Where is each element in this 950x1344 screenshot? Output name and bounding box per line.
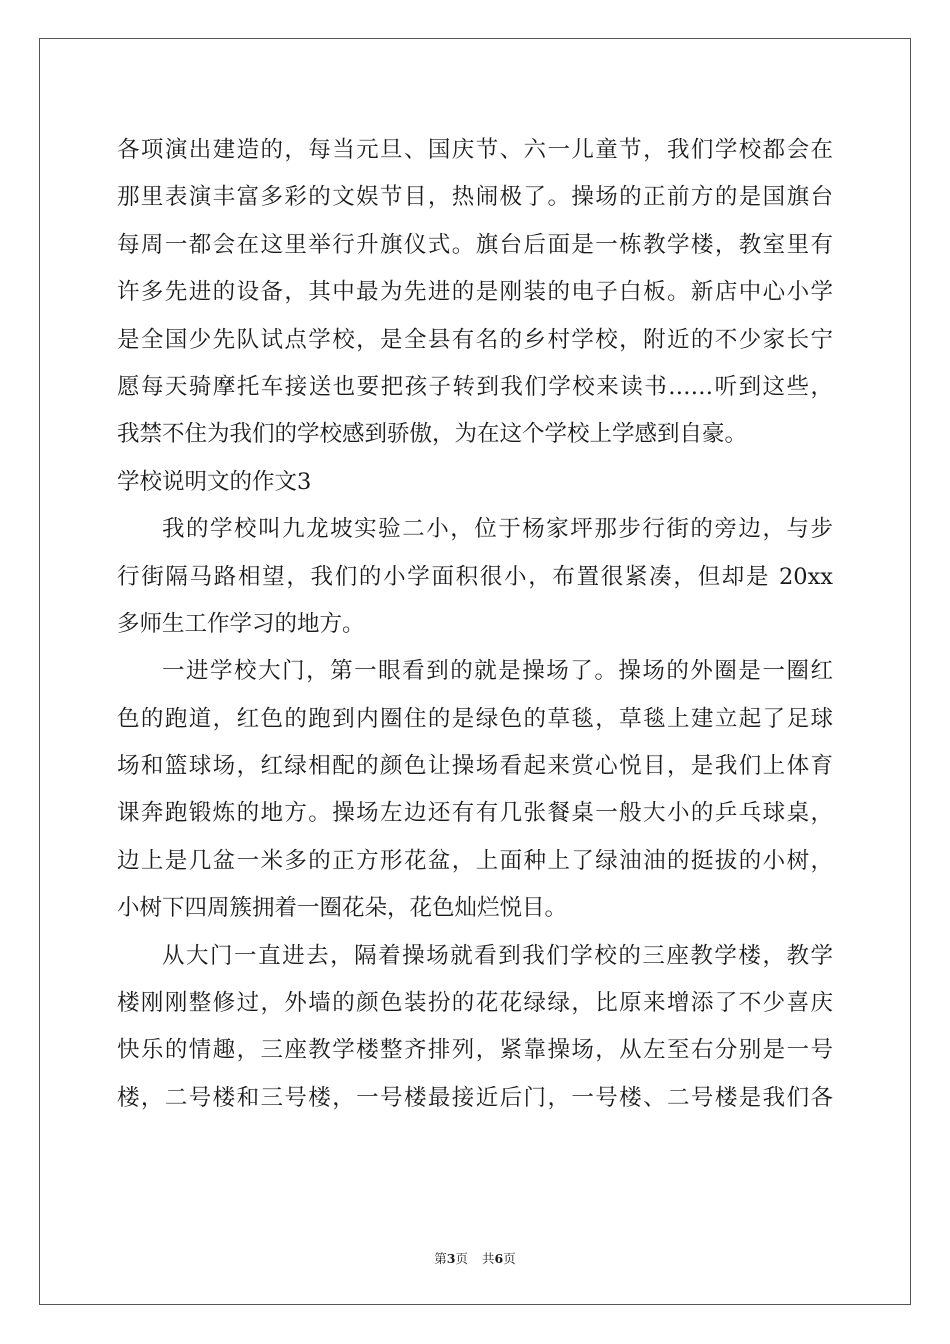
text-line: 小树下四周簇拥着一圈花朵，花色灿烂悦目。 <box>117 895 568 922</box>
text-line: 我禁不住为我们的学校感到骄傲，为在这个学校上学感到自豪。 <box>117 421 748 448</box>
text-line: 快乐的情趣，三座教学楼整齐排列，紧靠操场，从左至右分别是一号 <box>117 1037 833 1064</box>
text-line: 多师生工作学习的地方。 <box>117 610 365 637</box>
text-line: 许多先进的设备，其中最为先进的是刚装的电子白板。新店中心小学 <box>117 279 833 306</box>
page-number: 3 <box>446 1251 456 1266</box>
text-line: 每周一都会在这里举行升旗仪式。旗台后面是一栋教学楼，教室里有 <box>117 231 833 258</box>
text-line: 是全国少先队试点学校，是全县有名的乡村学校，附近的不少家长宁 <box>117 326 833 353</box>
total-prefix: 共 <box>482 1251 495 1266</box>
page-suffix: 页 <box>455 1251 468 1266</box>
text-line: 边上是几盆一米多的正方形花盆，上面种上了绿油油的挺拔的小树， <box>117 847 833 874</box>
text-line: 我的学校叫九龙坡实验二小，位于杨家坪那步行街的旁边，与步 <box>162 516 833 543</box>
text-line: 楼，二号楼和三号楼，一号楼最接近后门，一号楼、二号楼是我们各 <box>117 1084 833 1111</box>
text-line: 场和篮球场，红绿相配的颜色让操场看起来赏心悦目，是我们上体育 <box>117 753 833 780</box>
text-line: 那里表演丰富多彩的文娱节目，热闹极了。操场的正前方的是国旗台 <box>117 184 833 211</box>
section-title: 学校说明文的作文3 <box>117 468 312 495</box>
text-line: 各项演出建造的，每当元旦、国庆节、六一儿童节，我们学校都会在 <box>117 137 833 163</box>
text-line: 行街隔马路相望，我们的小学面积很小，布置很紧凑，但却是 20xx <box>117 563 833 590</box>
page-prefix: 第 <box>434 1251 447 1266</box>
text-line: 一进学校大门，第一眼看到的就是操场了。操场的外圈是一圈红 <box>162 658 833 685</box>
total-suffix: 页 <box>503 1251 516 1266</box>
total-pages: 6 <box>494 1251 504 1266</box>
page-footer <box>0 1249 950 1267</box>
text-line: 从大门一直进去，隔着操场就看到我们学校的三座教学楼，教学 <box>162 942 833 969</box>
text-line: 色的跑道，红色的跑到内圈住的是绿色的草毯，草毯上建立起了足球 <box>117 705 833 732</box>
text-line: 课奔跑锻炼的地方。操场左边还有有几张餐桌一般大小的乒乓球桌， <box>117 800 833 827</box>
document-body <box>117 127 833 1122</box>
text-line: 楼刚刚整修过，外墙的颜色装扮的花花绿绿，比原来增添了不少喜庆 <box>117 990 833 1017</box>
text-line: 愿每天骑摩托车接送也要把孩子转到我们学校来读书……听到这些， <box>117 373 833 400</box>
